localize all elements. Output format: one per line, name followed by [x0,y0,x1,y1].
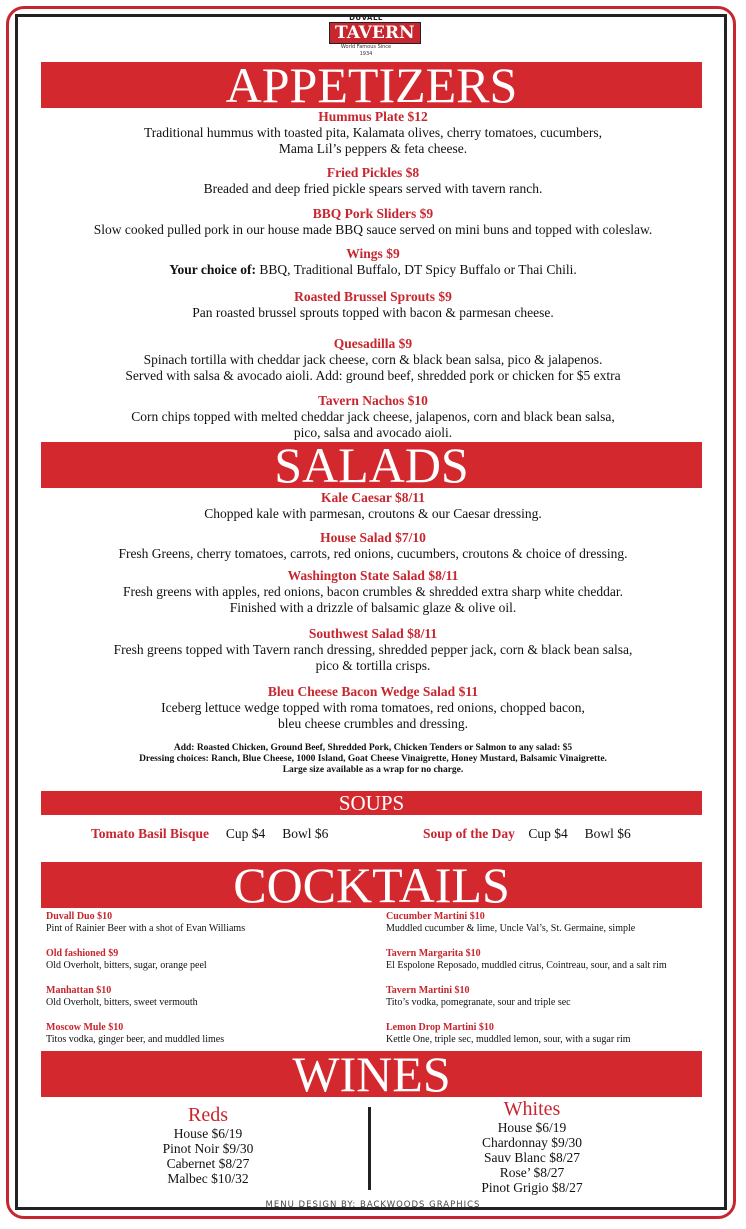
wine-item: Pinot Noir $9/30 [162,1141,254,1156]
wines-title: WINES [292,1046,451,1102]
item-desc: pico & tortilla crisps. [315,657,431,673]
menu-item [40,165,706,206]
cocktail-desc: Old Overholt, bitters, sugar, orange peel [46,960,207,971]
item-desc: Spinach tortilla with cheddar jack cheese, corn & black bean salsa, pico & jalapenos. [143,352,603,367]
item-desc: Fresh greens topped with Tavern ranch dressing, shredded pepper jack, corn & black bean salsa, [113,642,633,657]
cocktail-desc: Old Overholt, bitters, sweet vermouth [46,997,198,1008]
cocktail-desc: Titos vodka, ginger beer, and muddled limes [46,1034,225,1045]
item-desc [40,262,706,278]
menu-item [40,490,706,530]
item-name: Southwest Salad $8/11 [308,626,438,641]
item-desc: Iceberg lettuce wedge topped with roma tomatoes, red onions, chopped bacon, [161,700,585,715]
item-desc: Pan roasted brussel sprouts topped with bacon & parmesan cheese. [192,305,554,320]
salad-note: Large size available as a wrap for no charge. [282,765,464,775]
item-desc: Traditional hummus with toasted pita, Kalamata olives, cherry tomatoes, cucumbers, [143,125,603,140]
item-desc: Breaded and deep fried pickle spears served with tavern ranch. [203,181,543,196]
cocktail-name: Old fashioned $9 [46,948,119,959]
item-desc: bleu cheese crumbles and dressing. [277,715,469,731]
cocktail-item [46,911,366,948]
appetizers-banner [41,57,702,113]
tavern-logo [329,14,415,60]
item-name: Tavern Nachos $10 [318,393,428,408]
wine-item: Chardonnay $9/30 [481,1135,583,1150]
wine-item: Cabernet $8/27 [166,1156,250,1171]
item-desc: Fresh Greens, cherry tomatoes, carrots, red onions, cucumbers, croutons & choice of dressing. [118,546,628,561]
item-desc: pico, salsa and avocado aioli. [293,424,453,440]
item-name: Roasted Brussel Sprouts $9 [294,289,452,304]
soups-title: SOUPS [338,791,405,815]
item-desc: Fresh greens with apples, red onions, bacon crumbles & shredded extra sharp white cheddar. [122,584,624,599]
logo-top: DUVALL [349,14,383,22]
cocktails-right-column [386,911,706,1059]
reds-column [128,1104,288,1186]
menu-item [40,684,706,743]
cocktail-name: Cucumber Martini $10 [386,911,485,922]
cocktail-desc: El Espolone Reposado, muddled citrus, Cointreau, sour, and a salt rim [386,960,667,971]
cocktail-item [386,948,706,985]
design-credit: MENU DESIGN BY: BACKWOODS GRAPHICS [265,1200,481,1210]
cocktail-desc: Muddled cucumber & lime, Uncle Val’s, St. Germaine, simple [386,923,636,934]
menu-item [40,246,706,289]
soup-name: Soup of the Day [423,826,515,841]
item-desc: Corn chips topped with melted cheddar jack cheese, jalapenos, corn and black bean salsa, [131,409,615,424]
whites-column [452,1098,612,1195]
cocktail-name: Tavern Margarita $10 [386,948,481,959]
cocktail-item [386,985,706,1022]
cocktail-item [46,985,366,1022]
item-name: BBQ Pork Sliders $9 [312,206,434,221]
item-name: Washington State Salad $8/11 [287,568,459,583]
wine-item: Rose’ $8/27 [499,1165,565,1180]
soup-cup: Cup $4 [225,826,266,841]
salads-banner [41,437,702,493]
wines-divider [368,1107,371,1190]
item-desc-text: BBQ, Traditional Buffalo, DT Spicy Buffalo or Thai Chili. [259,262,577,277]
wine-item: Sauv Blanc $8/27 [484,1150,580,1165]
menu-item [40,289,706,336]
menu-item [40,206,706,246]
item-desc-bold: Your choice of: [169,262,256,277]
cocktail-name: Duvall Duo $10 [46,911,113,922]
cocktail-desc: Tito’s vodka, pomegranate, sour and triple sec [386,997,571,1008]
cocktails-title: COCKTAILS [233,857,510,913]
cocktail-desc: Pint of Rainier Beer with a shot of Evan Williams [46,923,246,934]
salad-note: Add: Roasted Chicken, Ground Beef, Shredded Pork, Chicken Tenders or Salmon to any salad: $5 [173,743,573,753]
cocktails-banner [41,857,702,913]
item-desc: Slow cooked pulled pork in our house made BBQ sauce served on mini buns and topped with coleslaw. [93,222,653,237]
item-name: Bleu Cheese Bacon Wedge Salad $11 [267,684,479,699]
item-desc: Served with salsa & avocado aioli. Add: ground beef, shredded pork or chicken for $5 extra [125,367,621,383]
cocktail-desc: Kettle One, triple sec, muddled lemon, sour, with a sugar rim [386,1034,631,1045]
wine-item: House $6/19 [497,1120,567,1135]
salad-note: Dressing choices: Ranch, Blue Cheese, 1000 Island, Goat Cheese Vinaigrette, Honey Mustard, Balsamic Vinaigrette. [139,754,607,764]
appetizers-title: APPETIZERS [225,57,518,113]
wines-banner [41,1046,702,1102]
soup-cup: Cup $4 [528,826,568,841]
item-name: Kale Caesar $8/11 [321,490,425,505]
soup-bowl: Bowl $6 [584,826,631,841]
menu-item [40,336,706,393]
item-desc: Mama Lil’s peppers & feta cheese. [278,140,468,156]
item-name: Hummus Plate $12 [318,109,428,124]
item-name: Fried Pickles $8 [326,165,420,180]
item-name: Wings $9 [346,246,400,261]
cocktail-item [386,911,706,948]
menu-item [40,530,706,568]
cocktail-name: Lemon Drop Martini $10 [386,1022,494,1033]
cocktail-item [46,948,366,985]
logo-tagline: World Famous Since [340,44,392,50]
item-desc: Finished with a drizzle of balsamic glaze & olive oil. [229,599,517,615]
cocktail-name: Tavern Martini $10 [386,985,470,996]
soups-banner [41,791,702,815]
soup-name: Tomato Basil Bisque [91,826,210,841]
item-name: House Salad $7/10 [320,530,426,545]
soup-item [423,826,631,842]
cocktail-name: Moscow Mule $10 [46,1022,124,1033]
logo-year: 1934 [359,51,373,57]
menu-item [40,626,706,684]
salads-title: SALADS [274,437,469,493]
item-desc: Chopped kale with parmesan, croutons & our Caesar dressing. [204,506,542,521]
item-name: Quesadilla $9 [333,336,413,351]
soup-bowl: Bowl $6 [282,826,329,841]
menu-item [40,109,706,165]
wine-item: Malbec $10/32 [167,1171,249,1186]
wine-item: Pinot Grigio $8/27 [481,1180,583,1195]
whites-title: Whites [503,1098,561,1120]
appetizers-list [40,109,706,440]
soup-item [91,826,328,842]
salads-list [40,490,706,776]
wine-item: House $6/19 [173,1126,243,1141]
menu-item [40,393,706,440]
cocktail-name: Manhattan $10 [46,985,112,996]
menu-item [40,568,706,626]
reds-title: Reds [188,1104,228,1126]
logo-name: TAVERN [329,22,421,44]
cocktails-left-column [46,911,366,1059]
